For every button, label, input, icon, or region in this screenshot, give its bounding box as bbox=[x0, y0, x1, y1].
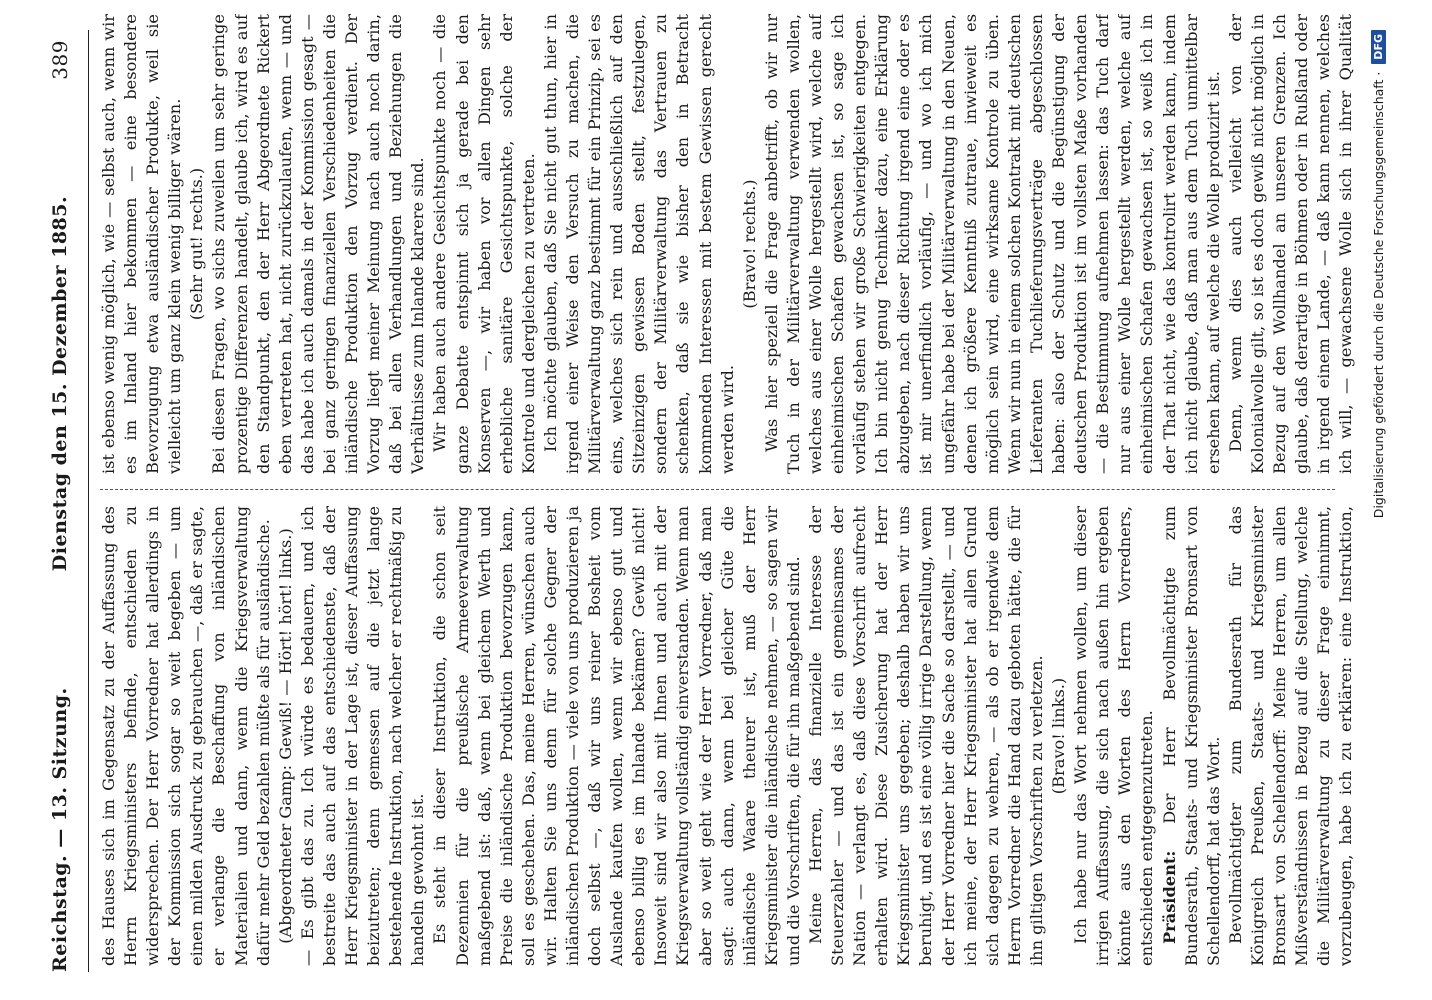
paragraph: Was hier speziell die Frage anbetrifft, ob wir nur Tuch in der Militärverwaltung verwenden wollen, welches aus einer Wolle hergestellt wird, welche auf einheimischen Schafen gewachsen ist, so sage ich vorläufig stehen wir große Schwierigkeiten entgegen. Ich bin nicht genug Techniker dazu, eine Erklärung abzugeben, nach dieser Richtung irgend eine oder es ist mir unerfindlich vorläufig, — und wo ich mich ungefähr habe bei der Militärverwaltung in den Neuen, denen ich größere Kenntniß zutraue, inwieweit es möglich sein wird, eine wirksame Kontrole zu üben. Wenn wir nun in einem solchen Kontrakt mit deutschen Lieferanten Tuchlieferungsverträge abgeschlossen haben: also der Schutz und die Begünstigung der deutschen Produktion ist im vollsten Maße vorhanden — die Bestimmung aufnehmen lassen: das Tuch darf nur aus einer Wolle hergestellt werden, welche auf einheimischen Schafen gewachsen ist, so weiß ich in der That nicht, wie das kontrolirt werden kann, indem ich nicht glaube, daß man aus dem Tuch unmittelbar ersehen kann, auf welche die Wolle produzirt ist. bbox=[761, 14, 1223, 474]
paragraph: Es steht in dieser Instruktion, die schon seit Dezennien für die preußische Armeeverwaltung maßgebend ist: daß, wenn bei gleichem Werth und Preise die inländische Produktion bevorzugen kann, soll es geschehen. Das, meine Herren, wünschen auch wir. Halten Sie uns denn für solche Gegner der inländischen Produktion — viele von uns produzieren ja doch selbst —, daß wir uns reiner Bosheit vom Auslande kaufen wollen, wenn wir ebenso gut und ebenso billig es im Inlande bekämen? Gewiß nicht! Insoweit sind wir also mit Ihnen und auch mit der Kriegsverwaltung vollständig einverstanden. Wenn man aber so weit geht wie der Herr Vorredner, daß man sagt: auch dann, wenn bei gleicher Güte die inländische Waare theurer ist, muß der Herr Kriegsminister die inländische nehmen, — so sagen wir und die Vorschriften, die für ihn maßgebend sind. bbox=[430, 506, 803, 966]
credit-text: Digitalisierung gefördert durch die Deutsche Forschungsgemeinschaft · bbox=[1370, 71, 1386, 519]
digitization-credit bbox=[1361, 0, 1395, 1000]
header-center: Dienstag den 15. Dezember 1885. bbox=[49, 195, 71, 572]
paragraph: Ich möchte glauben, daß Sie nicht gut thun, hier in irgend einer Weise den Versuch zu machen, die Militärverwaltung ganz bestimmt für ein Prinzip, sei es eins, welches sich rein und ausschließlich auf den Sitzeinzigen gewissen Boden stellt, festzulegen, sondern der Militärverwaltung das Vertrauen zu schenken, daß sie wie bisher den in Betracht kommenden Interessen mit bestem Gewissen gerecht werden wird. bbox=[540, 14, 737, 474]
paragraph: Meine Herren, das finanzielle Interesse der Steuerzahler — und das ist ein gemeinsames der Nation — verlangt es, daß diese Vorschrift aufrecht erhalten wird. Diese Zusicherung hat der Herr Kriegsminister uns gegeben; deshalb haben wir uns beruhigt, und es ist eine völlig irrige Darstellung, wenn der Herr Vorredner hier die Sache so darstellt, — und ich meine, der Herr Kriegsminister hat allen Grund sich dagegen zu wehren, — als ob er irgendwie dem Herrn Vorredner die Hand dazu geboten hätte, die für ihn giltigen Vorschriften zu verletzen. bbox=[806, 506, 1046, 966]
paragraph: Ich habe nur das Wort nehmen wollen, um dieser irrigen Auffassung, die sich nach außen hin ergeben könnte aus den Worten des Herrn Vorredners, entschieden entgegenzutreten. bbox=[1071, 506, 1157, 966]
text-column-left bbox=[98, 506, 1355, 966]
header-rule bbox=[88, 30, 89, 972]
paragraph: ist ebenso wenig möglich, wie — selbst auch, wenn wir es im Inland hier bekommen — eine besondere Bevorzugung etwa ausländischer Produkte, weil sie vielleicht um ganz klein wenig billiger wären. bbox=[99, 14, 185, 474]
paragraph: Denn, wenn dies auch vielleicht von der Kolonialwolle gilt, so ist es doch gewiß nicht möglich in Bezug auf den Wollhandel an unseren Grenzen. Ich glaube, daß derartige in Böhmen oder in Rußland oder in irgend einem Lande, — daß kann nennen, welches ich will, — gewachsene Wolle sich in ihrer Qualität bbox=[1225, 14, 1355, 474]
paragraph: Bevollmächtigter zum Bundesrath für das Königreich Preußen, Staats- und Kriegsminister Bronsart von Schellendorff: Meine Herren, um allen Mißverständnissen in Bezug auf die Stellung, welche die Militärverwaltung zu dieser Frage einnimmt, vorzubeugen, habe ich zu erklären: eine Instruktion, bbox=[1225, 506, 1355, 966]
paragraph: (Sehr gut! rechts.) bbox=[187, 167, 207, 321]
paragraph: (Bravo! links.) bbox=[1049, 677, 1069, 795]
paragraph: (Abgeordneter Gamp: Gewiß! — Hört! hört! links.) bbox=[275, 528, 295, 944]
paragraph: des Hauses sich im Gegensatz zu der Auffassung des Herrn Kriegsministers befinde, entschieden zu widersprechen. Der Herr Vorredner hat allerdings in der Kommission sich sogar so weit begeben — um einen milden Ausdruck zu gebrauchen —, daß er sagte, er verlange die Beschaffung von inländischen Materialien und dann, wenn die Kriegsverwaltung dafür mehr Geld bezahlen müßte als für ausländische. bbox=[99, 506, 273, 966]
paragraph: Wir haben auch andere Gesichtspunkte noch — die ganze Debatte entspinnt sich ja gerade bei den Konserven —, wir haben vor allen Dingen sehr erhebliche sanitäre Gesichtspunkte, solche der Kontrole und dergleichen zu vertreten. bbox=[430, 14, 538, 474]
paragraph: (Bravo! rechts.) bbox=[739, 179, 759, 309]
text-column-right bbox=[98, 14, 1355, 474]
page-header bbox=[40, 40, 80, 972]
paragraph: Bei diesen Fragen, wo sichs zuweilen um sehr geringe prozentige Differenzen handelt, glaube ich, wird es auf den Standpunkt, den der Herr Abgeordnete Rickert eben vertreten hat, nicht zurückzulaufen, wenn — und das habe ich auch damals in der Kommission gesagt — bei ganz geringen finanziellen Verschiedenheiten die inländische Produktion den Vorzug verdient. Der Vorzug liegt meiner Meinung nach auch noch darin, daß bei allen Verhandlungen und Beziehungen die Verhältnisse zum Inlande klarere sind. bbox=[209, 14, 428, 474]
page-number: 389 bbox=[48, 40, 72, 80]
header-left: Reichstag. — 13. Sitzung. bbox=[49, 687, 71, 972]
paragraph: — Es gibt das zu. Ich würde es bedauern, und ich bestreite das auch auf das entschiedenste, daß der Herr Kriegsminister in der Lage ist, dieser Auffassung beizutreten; denn gemessen auf die jetzt lange bestehende Instruktion, nach welcher er rechtmäßig zu handeln gewohnt ist. bbox=[297, 506, 428, 966]
dfg-logo: DFG bbox=[1371, 30, 1386, 64]
column-divider bbox=[100, 489, 1335, 490]
paragraph: Präsident: Der Herr Bevollmächtigte zum Bundesrath, Staats- und Kriegsminister Bronsart von Schellendorff, hat das Wort. bbox=[1159, 506, 1223, 966]
